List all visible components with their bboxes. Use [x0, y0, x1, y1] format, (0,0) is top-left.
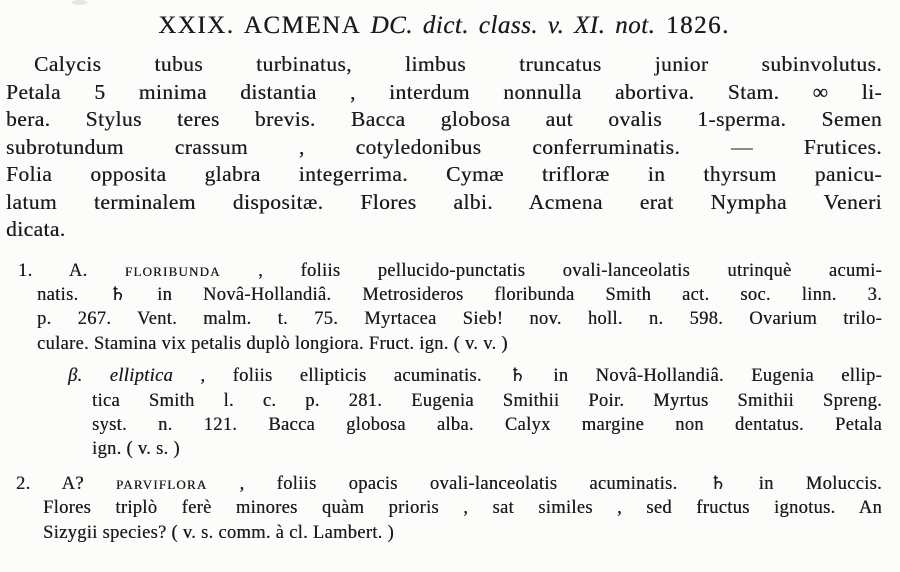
text-line: syst. n. 121. Bacca globosa alba. Calyx margine non dentatus. Petala: [92, 414, 882, 435]
species-diagnosis: , foliis opacis ovali-lanceolatis acuminatis. ♄ in Moluccis.: [207, 473, 882, 494]
species-epithet: parviflora: [115, 473, 208, 494]
heading-citation: DC. dict. class. v. XI. not.: [370, 12, 656, 39]
species-entry-parviflora: [6, 472, 882, 545]
species-diagnosis: , foliis pellucido-punctatis ovali-lanceolatis utrinquè acumi-: [220, 260, 882, 281]
text-line: [16, 472, 882, 496]
text-line: Folia opposita glabra integerrima. Cymæ trifloræ in thyrsum panicu-: [6, 162, 882, 186]
genus-description-paragraph: [6, 51, 882, 244]
text-line: dicata.: [6, 217, 66, 241]
species-number-and-genus-abbrev: 1. A.: [18, 260, 88, 281]
text-line: Sizygii species? ( v. s. comm. à cl. Lambert. ): [43, 522, 394, 543]
variety-diagnosis: , foliis ellipticis acuminatis. ♄ in Novâ-Hollandiâ. Eugenia ellip-: [173, 366, 882, 387]
variety-epithet: β. elliptica: [68, 366, 174, 387]
text-line: p. 267. Vent. malm. t. 75. Myrtacea Sieb! nov. holl. n. 598. Ovarium trilo-: [37, 309, 882, 330]
text-line: [68, 364, 882, 388]
species-epithet: floribunda: [124, 260, 221, 281]
text-line: Calycis tubus turbinatus, limbus truncatus junior subinvolutus.: [34, 52, 882, 76]
scan-smudge-artifact: [72, 0, 87, 5]
variety-entry-elliptica: [6, 364, 882, 462]
species-number-and-genus-abbrev: 2. A?: [16, 473, 84, 494]
text-line: ign. ( v. s. ): [92, 439, 180, 460]
text-line: [18, 259, 882, 283]
text-line: latum terminalem dispositæ. Flores albi. Acmena erat Nympha Veneri: [6, 189, 882, 214]
text-line: natis. ♄ in Novâ-Hollandiâ. Metrosideros floribunda Smith act. soc. linn. 3.: [37, 284, 882, 305]
species-entry-floribunda: [6, 259, 882, 357]
text-line: Flores triplò ferè minores quàm prioris , sat similes , sed fructus ignotus. An: [43, 498, 882, 519]
text-line: bera. Stylus teres brevis. Bacca globosa aut ovalis 1-sperma. Semen: [6, 107, 882, 131]
text-line: culare. Stamina vix petalis duplò longiora. Fruct. ign. ( v. v. ): [37, 333, 508, 354]
section-heading: [6, 12, 882, 40]
text-line: subrotundum crassum , cotyledonibus conferruminatis. — Frutices.: [6, 134, 882, 159]
text-line: Petala 5 minima distantia , interdum nonnulla abortiva. Stam. ∞ li-: [6, 79, 882, 104]
heading-year: 1826.: [666, 12, 730, 39]
text-line: tica Smith l. c. p. 281. Eugenia Smithii Poir. Myrtus Smithii Spreng.: [92, 390, 882, 411]
section-number-and-genus-name: XXIX. ACMENA: [158, 12, 360, 39]
